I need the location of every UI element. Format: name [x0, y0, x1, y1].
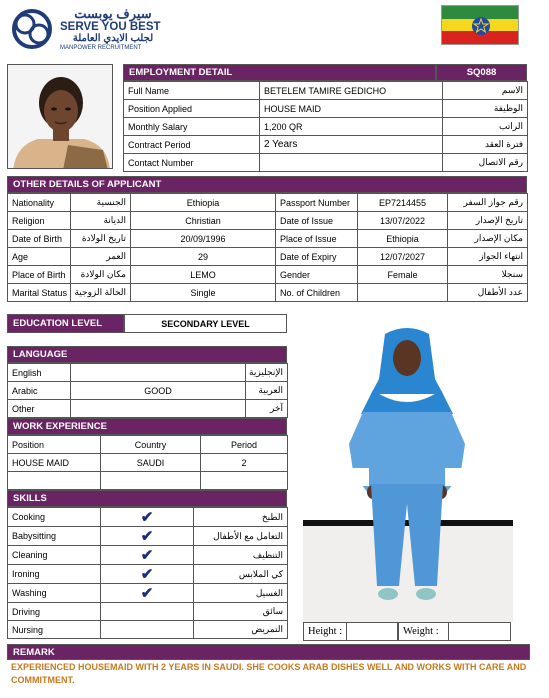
table-row	[8, 284, 528, 302]
checkmark-icon: ✔	[140, 509, 154, 526]
applicant-portrait-photo	[7, 64, 113, 169]
table-row	[8, 230, 528, 248]
skill-check-cell	[101, 546, 194, 565]
ethiopia-flag	[441, 5, 519, 45]
detail-label: Gender	[276, 266, 358, 284]
work-country: SAUDI	[101, 454, 201, 472]
detail-label: Place of Issue	[276, 230, 358, 248]
company-logo	[8, 6, 168, 52]
table-row	[8, 565, 288, 584]
table-row	[8, 194, 528, 212]
skill-name: Driving	[8, 603, 101, 621]
logo-english-tagline: MANPOWER RECRUITMENT	[60, 45, 142, 51]
skills-table	[7, 507, 288, 639]
detail-arabic-label: الديانة	[71, 212, 131, 230]
language-name: Other	[8, 400, 71, 418]
language-arabic-name: الإنجليزية	[246, 364, 288, 382]
table-row	[8, 472, 288, 490]
checkmark-icon: ✔	[140, 547, 154, 564]
field-label: Monthly Salary	[124, 118, 260, 136]
detail-label: Age	[8, 248, 71, 266]
skill-arabic-name: الغسيل	[194, 584, 288, 603]
table-row	[124, 154, 528, 172]
detail-value: Single	[131, 284, 276, 302]
field-value: BETELEM TAMIRE GEDICHO	[260, 82, 443, 100]
employment-detail-title: EMPLOYMENT DETAIL	[129, 67, 233, 78]
skill-arabic-name: الطبخ	[194, 508, 288, 527]
table-row	[8, 400, 288, 418]
table-row	[8, 212, 528, 230]
field-value	[260, 154, 443, 172]
skill-check-cell	[101, 584, 194, 603]
column-header: Position	[8, 436, 101, 454]
table-row	[8, 527, 288, 546]
skills-header: SKILLS	[7, 490, 287, 507]
logo-arabic-name: سيرف يوبست	[74, 6, 152, 21]
table-header-row	[8, 436, 288, 454]
detail-value: 12/07/2027	[358, 248, 448, 266]
height-value	[346, 622, 398, 641]
language-level: GOOD	[71, 382, 246, 400]
field-arabic-label: رقم الاتصال	[443, 154, 528, 172]
other-details-header: OTHER DETAILS OF APPLICANT	[7, 176, 527, 193]
detail-label: Nationality	[8, 194, 71, 212]
detail-arabic-label: تاريخ الإصدار	[448, 212, 528, 230]
skill-arabic-name: سائق	[194, 603, 288, 621]
skill-name: Cleaning	[8, 546, 101, 565]
skill-check-cell	[101, 603, 194, 621]
detail-label: Date of Issue	[276, 212, 358, 230]
table-row	[8, 364, 288, 382]
detail-arabic-label: مكان الولادة	[71, 266, 131, 284]
table-row	[8, 382, 288, 400]
field-arabic-label: الراتب	[443, 118, 528, 136]
detail-value	[358, 284, 448, 302]
other-details-table	[7, 193, 528, 302]
column-header: Country	[101, 436, 201, 454]
weight-field: Weight :	[398, 622, 511, 641]
language-table	[7, 363, 288, 418]
table-row	[8, 603, 288, 621]
skill-check-cell	[101, 565, 194, 584]
work-period: 2	[201, 454, 288, 472]
skill-name: Babysitting	[8, 527, 101, 546]
checkmark-icon: ✔	[140, 566, 154, 583]
logo-english-name: SERVE YOU BEST	[60, 21, 161, 33]
detail-value: Christian	[131, 212, 276, 230]
detail-value: 13/07/2022	[358, 212, 448, 230]
education-level-value: SECONDARY LEVEL	[124, 314, 287, 333]
table-row	[8, 621, 288, 639]
flag-star-emblem-icon	[470, 15, 492, 37]
column-header: Period	[201, 436, 288, 454]
skill-check-cell	[101, 508, 194, 527]
detail-value: Ethiopia	[131, 194, 276, 212]
table-row	[8, 508, 288, 527]
table-row	[8, 248, 528, 266]
skill-name: Cooking	[8, 508, 101, 527]
language-arabic-name: العربية	[246, 382, 288, 400]
field-label: Contact Number	[124, 154, 260, 172]
skill-arabic-name: كي الملابس	[194, 565, 288, 584]
detail-label: Date of Expiry	[276, 248, 358, 266]
table-row	[8, 584, 288, 603]
field-label: Position Applied	[124, 100, 260, 118]
detail-arabic-label: مكان الإصدار	[448, 230, 528, 248]
remark-text: EXPERIENCED HOUSEMAID WITH 2 YEARS IN SAUDI. SHE COOKS ARAB DISHES WELL AND WORKS WITH CARE AND COMMITMENT.	[11, 662, 527, 685]
checkmark-icon: ✔	[140, 585, 154, 602]
detail-label: Place of Birth	[8, 266, 71, 284]
language-name: English	[8, 364, 71, 382]
detail-label: Passport Number	[276, 194, 358, 212]
skill-check-cell	[101, 527, 194, 546]
detail-value: Female	[358, 266, 448, 284]
language-level	[71, 364, 246, 382]
skill-check-cell	[101, 621, 194, 639]
detail-label: Date of Birth	[8, 230, 71, 248]
detail-arabic-label: سنجلا	[448, 266, 528, 284]
language-arabic-name: آخر	[246, 400, 288, 418]
table-row	[124, 136, 528, 154]
skill-arabic-name: التعامل مع الأطفال	[194, 527, 288, 546]
applicant-full-body-photo	[303, 324, 513, 622]
detail-label: No. of Children	[276, 284, 358, 302]
field-value: 2 Years	[260, 136, 443, 154]
skill-name: Washing	[8, 584, 101, 603]
reference-number: SQ088	[436, 64, 527, 81]
detail-arabic-label: تاريخ الولادة	[71, 230, 131, 248]
detail-label: Religion	[8, 212, 71, 230]
language-level	[71, 400, 246, 418]
table-row	[8, 266, 528, 284]
detail-arabic-label: الحالة الزوجية	[71, 284, 131, 302]
skill-arabic-name: التمريض	[194, 621, 288, 639]
height-field: Height :	[303, 622, 398, 641]
table-row	[8, 546, 288, 565]
language-header: LANGUAGE	[7, 346, 287, 363]
detail-arabic-label: الجنسية	[71, 194, 131, 212]
detail-value: EP7214455	[358, 194, 448, 212]
detail-arabic-label: العمر	[71, 248, 131, 266]
field-arabic-label: الاسم	[443, 82, 528, 100]
education-level-label: EDUCATION LEVEL	[7, 314, 124, 333]
work-experience-table	[7, 435, 288, 490]
detail-value: Ethiopia	[358, 230, 448, 248]
work-experience-header: WORK EXPERIENCE	[7, 418, 287, 435]
field-arabic-label: الوظيفة	[443, 100, 528, 118]
remark-header: REMARK	[7, 644, 530, 660]
field-label: Full Name	[124, 82, 260, 100]
detail-value: LEMO	[131, 266, 276, 284]
field-label: Contract Period	[124, 136, 260, 154]
work-position	[8, 472, 101, 490]
detail-arabic-label: رقم جواز السفر	[448, 194, 528, 212]
field-value: 1,200 QR	[260, 118, 443, 136]
employment-detail-header	[123, 64, 436, 81]
work-country	[101, 472, 201, 490]
detail-value: 29	[131, 248, 276, 266]
detail-arabic-label: انتهاء الجواز	[448, 248, 528, 266]
skill-arabic-name: التنظيف	[194, 546, 288, 565]
work-period	[201, 472, 288, 490]
table-row	[124, 118, 528, 136]
work-position: HOUSE MAID	[8, 454, 101, 472]
logo-emblem-icon	[8, 8, 56, 50]
language-name: Arabic	[8, 382, 71, 400]
skill-name: Nursing	[8, 621, 101, 639]
table-row	[8, 454, 288, 472]
field-value: HOUSE MAID	[260, 100, 443, 118]
field-arabic-label: فترة العقد	[443, 136, 528, 154]
table-row	[124, 82, 528, 100]
detail-value: 20/09/1996	[131, 230, 276, 248]
logo-arabic-tagline: لجلب الايدي العاملة	[72, 33, 154, 44]
table-row	[124, 100, 528, 118]
employment-detail-table	[123, 81, 528, 172]
skill-name: Ironing	[8, 565, 101, 584]
detail-arabic-label: عدد الأطفال	[448, 284, 528, 302]
weight-value	[448, 622, 511, 641]
checkmark-icon: ✔	[140, 528, 154, 545]
detail-label: Marital Status	[8, 284, 71, 302]
